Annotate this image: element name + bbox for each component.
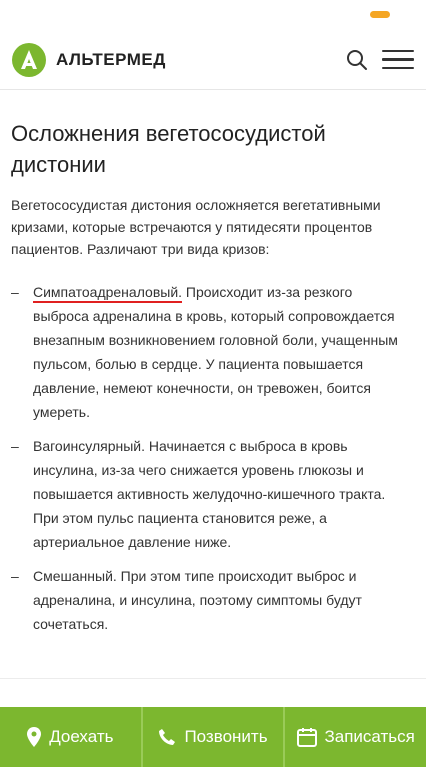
calendar-icon [297,727,317,747]
location-pin-icon [27,727,41,747]
list-item [11,564,411,636]
list-item-term: Вагоинсулярный. [33,438,145,454]
list-item-term: Смешанный. [33,568,117,584]
list-item-term: Симпатоадреналовый. [33,284,182,303]
bottom-action-bar [0,707,426,767]
list-item-text: Начинается с выброса в кровь инсулина, из-за чего снижается уровень глюкозы и повышается активность желудочно-кишечного тракта. При этом пульс пациента становится реже, а артериальное давление ниже. [33,438,386,550]
status-indicator [370,11,390,18]
logo[interactable] [12,43,166,77]
signup-button-label: Записаться [324,727,415,746]
hamburger-menu-icon[interactable] [382,45,414,75]
call-button[interactable] [143,707,286,767]
site-header [0,30,426,90]
route-button[interactable] [0,707,143,767]
status-bar [0,0,426,30]
page-title: Осложнения вегетососудистой дистонии [11,121,326,177]
intro-paragraph: Вегетососудистая дистония осложняется вегетативными кризами, которые встречаются у пятидесяти процентов пациентов. Различают три вида кризов: [11,197,381,257]
route-button-label: Доехать [49,727,114,746]
list-item-text: При этом типе происходит выброс и адреналина, и инсулина, поэтому симптомы будут сочетаться. [33,568,362,632]
logo-icon [12,43,46,77]
list-item-text: Происходит из-за резкого выброса адреналина в кровь, который сопровождается внезапным возникновением головной боли, учащенным пульсом, болью в сердце. У пациента повышается давление, немеют конечности, он тревожен, боится умереть. [33,284,398,420]
divider [0,678,426,679]
crisis-types-list [11,280,411,636]
search-icon [346,49,368,71]
logo-text: АЛЬТЕРМЕД [56,49,166,69]
search-button[interactable] [342,45,372,75]
phone-icon [158,728,176,746]
article [0,90,426,636]
list-item [11,434,411,554]
list-item [11,280,411,424]
call-button-label: Позвонить [184,727,268,746]
signup-button[interactable] [285,707,426,767]
